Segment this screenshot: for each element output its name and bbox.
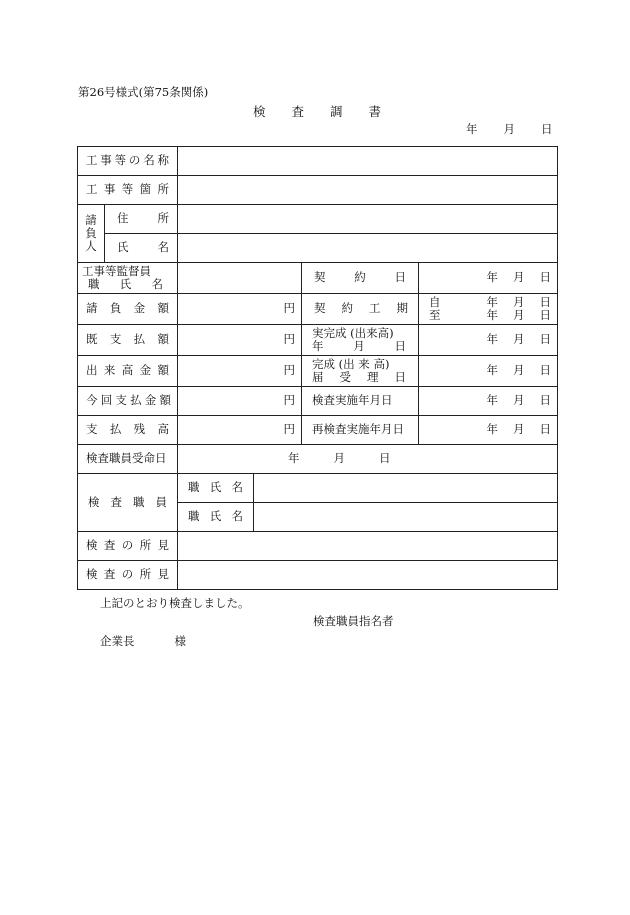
address-label: 住所	[105, 205, 178, 234]
inspector-2-field[interactable]	[254, 503, 558, 532]
name-field[interactable]	[178, 234, 558, 263]
row-current-payment	[78, 387, 558, 416]
document-title	[253, 106, 381, 119]
date-day: 日	[541, 122, 553, 136]
actual-completion-field[interactable]: 年 月 日	[419, 325, 558, 356]
ymd-month: 月	[513, 270, 525, 285]
form-number: 第26号様式(第75条関係)	[78, 85, 209, 99]
period-to: 至	[429, 308, 441, 322]
contract-period-label: 契約工期	[302, 294, 419, 325]
row-remaining-balance	[78, 416, 558, 445]
contract-amount-field[interactable]	[178, 294, 302, 325]
date-year: 年	[466, 122, 478, 136]
findings-label: 検査の所見	[78, 532, 178, 561]
project-location-label: 工事等箇所	[78, 176, 178, 205]
contract-amount-label: 請負金額	[78, 294, 178, 325]
inspector-designee-label: 検査職員指名者	[313, 614, 394, 628]
row-supervisor	[78, 263, 558, 294]
output-amount-field[interactable]	[178, 356, 302, 387]
contractor-label-text: 請負人	[85, 212, 97, 254]
inspection-date-field[interactable]: 年 月 日	[419, 387, 558, 416]
actual-completion-line1: 実完成 (出来高)	[312, 325, 394, 340]
row-findings-2	[78, 561, 558, 590]
row-contractor-address	[78, 205, 558, 234]
row-output-amount	[78, 356, 558, 387]
inspection-date-label: 検査実施年月日	[302, 387, 419, 416]
contract-date-label: 契約日	[302, 263, 419, 294]
actual-completion-line2: 年 月 日	[312, 339, 406, 353]
output-amount-label: 出来高金額	[78, 356, 178, 387]
supervisor-label-line1: 工事等監督員	[82, 263, 151, 278]
completion-notice-label	[302, 356, 419, 387]
current-payment-field[interactable]	[178, 387, 302, 416]
inspection-form-table	[77, 146, 558, 590]
supervisor-field[interactable]	[178, 263, 302, 294]
completion-notice-field[interactable]: 年 月 日	[419, 356, 558, 387]
findings-1-field[interactable]	[178, 532, 558, 561]
title-char: 査	[291, 104, 305, 119]
completion-notice-line2: 届 受 理 日	[312, 370, 406, 384]
address-field[interactable]	[178, 205, 558, 234]
ymd-day: 日	[539, 270, 551, 285]
inspector-receipt-label: 検査職員受命日	[78, 445, 178, 474]
row-project-location	[78, 176, 558, 205]
title-char: 検	[253, 104, 266, 119]
row-inspector-1	[78, 474, 558, 503]
paid-amount-field[interactable]	[178, 325, 302, 356]
yen-unit: 円	[283, 422, 295, 437]
findings-2-field[interactable]	[178, 561, 558, 590]
addressee	[100, 636, 186, 648]
project-name-field[interactable]	[178, 147, 558, 176]
current-payment-label: 今回支払金額	[78, 387, 178, 416]
row-findings-1	[78, 532, 558, 561]
position-name-label: 職氏名	[178, 503, 254, 532]
contractor-label	[78, 205, 105, 263]
supervisor-label-line2: 職 氏 名	[88, 277, 163, 291]
actual-completion-label	[302, 325, 419, 356]
addressee-honorific: 様	[174, 634, 186, 648]
inspector-label: 検査職員	[78, 474, 178, 532]
supervisor-label	[78, 263, 178, 294]
position-name-label: 職氏名	[178, 474, 254, 503]
reinspection-date-label: 再検査実施年月日	[302, 416, 419, 445]
row-inspector-receipt	[78, 445, 558, 474]
title-char: 調	[330, 104, 343, 119]
yen-unit: 円	[283, 332, 295, 347]
addressee-title: 企業長	[100, 634, 135, 648]
findings-label: 検査の所見	[78, 561, 178, 590]
row-contractor-name	[78, 234, 558, 263]
row-contract-amount	[78, 294, 558, 325]
yen-unit: 円	[283, 363, 295, 378]
project-location-field[interactable]	[178, 176, 558, 205]
reinspection-date-field[interactable]: 年 月 日	[419, 416, 558, 445]
name-label: 氏名	[105, 234, 178, 263]
contract-date-field[interactable]	[419, 263, 558, 294]
inspector-receipt-field[interactable]: 年 月 日	[178, 445, 558, 474]
date-month: 月	[503, 122, 515, 136]
period-from: 自	[429, 294, 441, 309]
ymd-year: 年	[486, 270, 498, 285]
remaining-balance-field[interactable]	[178, 416, 302, 445]
row-project-name	[78, 147, 558, 176]
title-char: 書	[368, 104, 382, 119]
paid-amount-label: 既支払額	[78, 325, 178, 356]
yen-unit: 円	[283, 393, 295, 408]
contract-period-field[interactable]: 自 年 月 日 至 年 月 日	[419, 294, 558, 325]
remaining-balance-label: 支払残高	[78, 416, 178, 445]
inspector-1-field[interactable]	[254, 474, 558, 503]
yen-unit: 円	[283, 301, 295, 316]
inspection-statement: 上記のとおり検査しました。	[100, 596, 250, 610]
row-paid-amount	[78, 325, 558, 356]
project-name-label: 工事等の名称	[78, 147, 178, 176]
completion-notice-line1: 完成 (出 来 高)	[312, 356, 390, 371]
document-date	[466, 124, 553, 136]
